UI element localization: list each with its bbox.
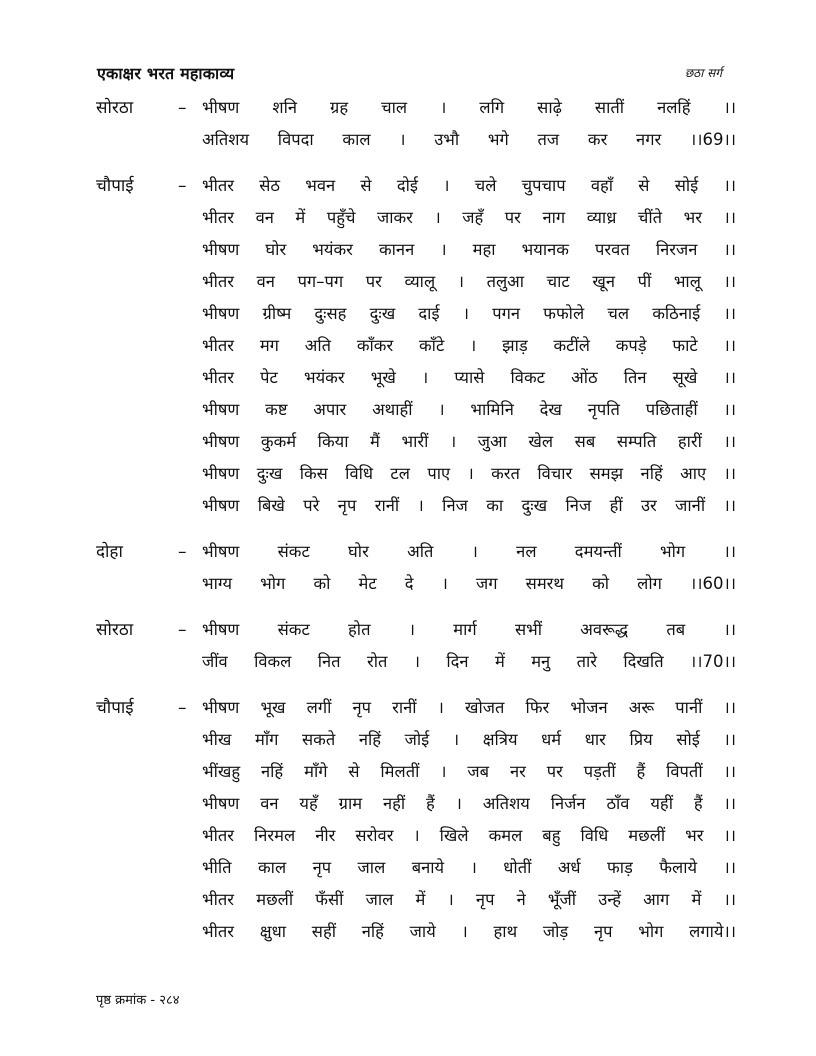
verse-line: भीषण भूख लगीं नृप रानीं । खोजत फिर भोजन अरू पानीं ।। bbox=[202, 698, 736, 717]
verse-line: भीषण घोर भयंकर कानन । महा भयानक परवत निरजन ।। bbox=[202, 240, 736, 259]
stanza-dash: – bbox=[178, 698, 187, 718]
verse-line: भीषण वन यहँ ग्राम नहीं हैं । अतिशय निर्जन ठाँव यहीं हैं ।। bbox=[202, 794, 736, 813]
verse-line: भाग्य भोग को मेट दे । जग समरथ को लोग ।।60।। bbox=[202, 574, 736, 593]
stanza-dash: – bbox=[178, 620, 187, 640]
stanza-dash: – bbox=[178, 542, 187, 562]
verse-line: भीतर मछलीं फँसीं जाल में । नृप ने भूँजीं उन्हें आग में ।। bbox=[202, 890, 736, 909]
stanza-dash: – bbox=[178, 98, 187, 118]
verse-line: भीषण संकट होत । मार्ग सभीं अवरूद्ध तब ।। bbox=[202, 620, 736, 639]
verse-line: भीषण संकट घोर अति । नल दमयन्तीं भोग ।। bbox=[202, 542, 736, 561]
verse-line: अतिशय विपदा काल । उभौ भगे तज कर नगर ।।69।। bbox=[202, 130, 736, 149]
verse-line: भीतर वन में पहुँचे जाकर । जहँ पर नाग व्याध्र चींते भर ।। bbox=[202, 208, 736, 227]
stanza-lines bbox=[202, 614, 736, 678]
stanza-type-label: सोरठा bbox=[96, 620, 134, 640]
poem-body bbox=[96, 92, 736, 962]
stanza-chaupai-2 bbox=[96, 692, 736, 948]
stanza-lines bbox=[202, 92, 736, 156]
stanza-lines bbox=[202, 170, 736, 522]
stanza-doha-1 bbox=[96, 536, 736, 600]
stanza-soratha-1 bbox=[96, 92, 736, 156]
verse-line: भीतर निरमल नीर सरोवर । खिले कमल बहु विधि मछलीं भर ।। bbox=[202, 826, 736, 845]
stanza-type-label: दोहा bbox=[96, 542, 123, 562]
verse-line: भीतर वन पग–पग पर व्यालू । तलुआ चाट खून पीं भालू ।। bbox=[202, 272, 736, 291]
stanza-lines bbox=[202, 692, 736, 948]
verse-line: भीषण ग्रीष्म दुःसह दुःख दाई । पगन फफोले चल कठिनाई ।। bbox=[202, 304, 736, 323]
verse-line: भीतर सेठ भवन से दोई । चले चुपचाप वहाँ से सोई ।। bbox=[202, 176, 736, 195]
verse-line: भीति काल नृप जाल बनाये । धोतीं अर्ध फाड़ फैलाये ।। bbox=[202, 858, 736, 877]
book-title: एकाक्षर भरत महाकाव्य bbox=[97, 64, 235, 83]
verse-line: भीषण बिखे परे नृप रानीं । निज का दुःख निज हीं उर जानीं ।। bbox=[202, 496, 736, 515]
stanza-soratha-2 bbox=[96, 614, 736, 678]
page-number: पृष्ठ क्रमांक - २८४ bbox=[96, 993, 180, 1008]
verse-line: भीषण दुःख किस विधि टल पाए । करत विचार समझ नहिं आए ।। bbox=[202, 464, 736, 483]
verse-line: जींव विकल नित रोत । दिन में मनु तारे दिखति ।।70।। bbox=[202, 652, 736, 671]
verse-line: भींखहु नहिं माँगे से मिलतीं । जब नर पर पड़तीं हैं विपतीं ।। bbox=[202, 762, 736, 781]
stanza-type-label: चौपाई bbox=[96, 698, 134, 718]
stanza-type-label: सोरठा bbox=[96, 98, 134, 118]
verse-line: भीतर पेट भयंकर भूखे । प्यासे विकट ओंठ तिन सूखे ।। bbox=[202, 368, 736, 387]
verse-line: भीतर क्षुधा सहीं नहिं जाये । हाथ जोड़ नृप भोग लगाये।। bbox=[202, 922, 736, 941]
verse-line: भीतर मग अति काँकर काँटे । झाड़ कटींले कपड़े फाटे ।। bbox=[202, 336, 736, 355]
stanza-dash: – bbox=[178, 176, 187, 196]
verse-line: भीषण कष्ट अपार अथाहीं । भामिनि देख नृपति पछिताहीं ।। bbox=[202, 400, 736, 419]
stanza-type-label: चौपाई bbox=[96, 176, 134, 196]
stanza-chaupai-1 bbox=[96, 170, 736, 522]
stanza-lines bbox=[202, 536, 736, 600]
verse-line: भीषण शनि ग्रह चाल । लगि साढ़े सातीं नलहिं ।। bbox=[202, 98, 736, 117]
verse-line: भीषण कुकर्म किया मैं भारीं । जुआ खेल सब सम्पति हारीं ।। bbox=[202, 432, 736, 451]
chapter-title: छठा सर्ग bbox=[684, 66, 722, 80]
verse-line: भीख माँग सकते नहिं जोई । क्षत्रिय धर्म धार प्रिय सोई ।। bbox=[202, 730, 736, 749]
